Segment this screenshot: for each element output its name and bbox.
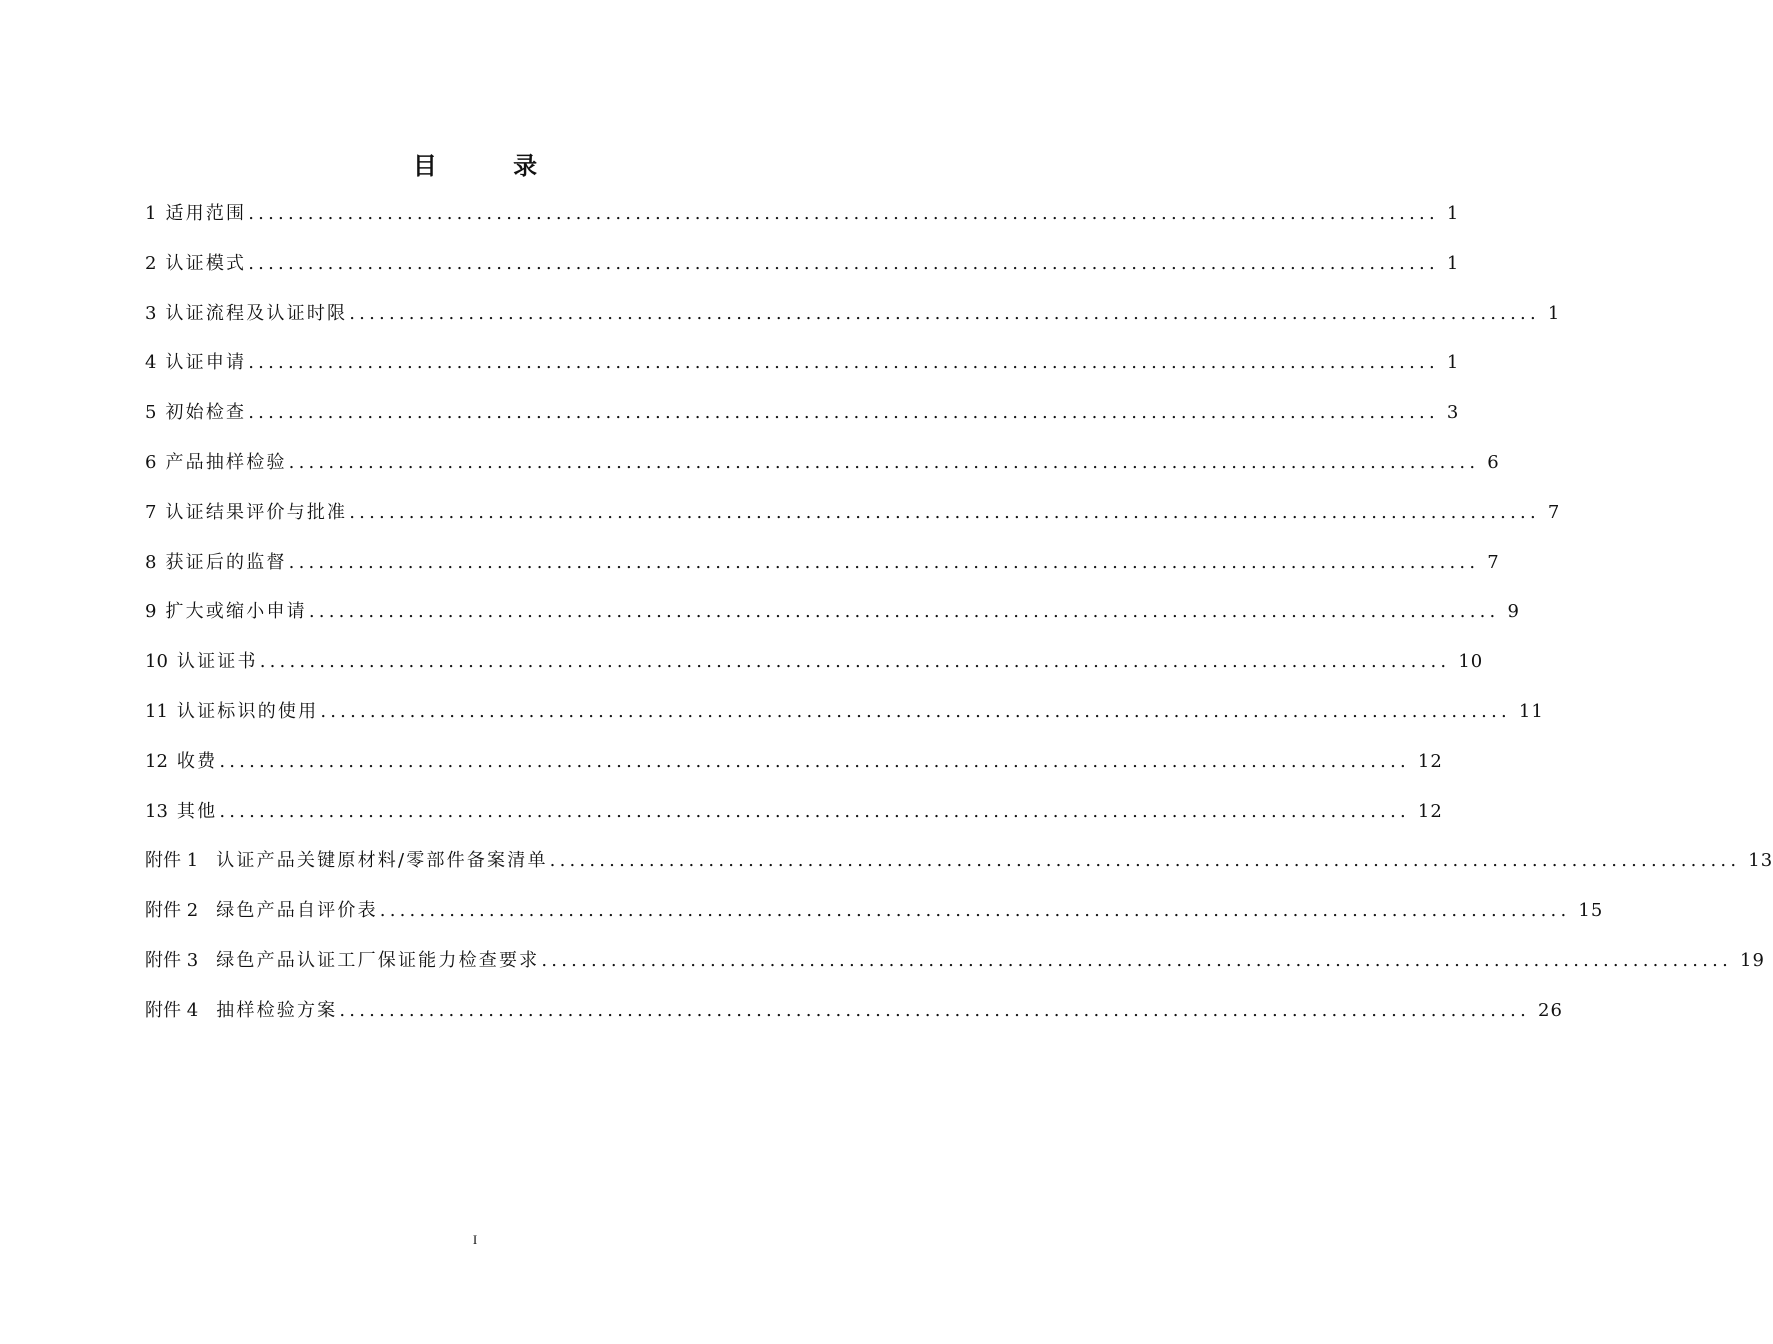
toc-entry-title: 抽样检验方案 — [216, 999, 338, 1021]
toc-entry-number: 13 — [145, 800, 168, 822]
toc-entry-title: 初始检查 — [165, 402, 247, 424]
toc-entry[interactable] — [145, 198, 1460, 248]
toc-entry[interactable] — [145, 497, 1561, 547]
toc-entry-label — [145, 397, 246, 429]
toc-entry-page: 19 — [1740, 949, 1765, 971]
toc-entry-label — [145, 696, 318, 728]
toc-entry-number: 1 — [145, 203, 157, 224]
toc-entry-label — [145, 845, 548, 877]
toc-entry[interactable] — [145, 248, 1460, 298]
toc-entry-number: 9 — [145, 601, 157, 623]
toc-entry-page: 7 — [1547, 501, 1561, 523]
toc-entry-label — [145, 646, 258, 678]
toc-entry-title: 产品抽样检验 — [165, 451, 287, 473]
toc-entry-title: 绿色产品认证工厂保证能力检查要求 — [216, 949, 540, 971]
page-number: I — [472, 1232, 478, 1247]
toc-entry-label — [145, 895, 378, 927]
toc-entry-number: 3 — [145, 302, 157, 324]
toc-leader-dots: ........................................................................................................................ — [320, 700, 1511, 722]
toc-entry-label — [145, 198, 246, 230]
toc-entry[interactable] — [145, 596, 1520, 646]
toc-entry-title: 认证结果评价与批准 — [165, 501, 348, 523]
toc-entry-title: 扩大或缩小申请 — [165, 601, 307, 623]
toc-entry-number: 4 — [145, 352, 157, 374]
toc-leader-dots: ........................................................................................................................ — [308, 601, 1500, 623]
toc-entry[interactable] — [145, 447, 1500, 497]
toc-entry-page: 1 — [1547, 302, 1561, 324]
toc-leader-dots: ........................................................................................................................ — [541, 949, 1732, 971]
toc-entry-number: 附件 2 — [145, 900, 199, 922]
toc-entry[interactable] — [145, 646, 1484, 696]
toc-entry-label — [145, 746, 217, 778]
toc-entry-page: 12 — [1417, 800, 1443, 822]
toc-appendix-entry[interactable] — [145, 945, 1765, 995]
page-title: 目 录 — [412, 152, 572, 180]
toc-leader-dots: ........................................................................................................................ — [248, 402, 1439, 424]
toc-entry-number: 6 — [145, 451, 157, 473]
toc-leader-dots: ........................................................................................................................ — [259, 651, 1451, 673]
toc-leader-dots: ........................................................................................................................ — [248, 352, 1439, 374]
toc-entry-label — [145, 796, 217, 828]
toc-entry-number: 附件 1 — [145, 850, 199, 872]
toc-entry-page: 1 — [1446, 352, 1460, 374]
toc-leader-dots: ........................................................................................................................ — [219, 800, 1410, 822]
toc-appendix-entry[interactable] — [145, 845, 1773, 895]
toc-entry-title: 认证标识的使用 — [176, 700, 319, 722]
toc-leader-dots: ........................................................................................................................ — [339, 999, 1530, 1021]
toc-leader-dots: ........................................................................................................................ — [219, 750, 1410, 772]
toc-entry-label — [145, 447, 287, 479]
toc-leader-dots: ........................................................................................................................ — [349, 302, 1540, 324]
toc-entry-label — [145, 995, 337, 1027]
toc-entry[interactable] — [145, 347, 1460, 397]
toc-entry[interactable] — [145, 696, 1544, 746]
toc-entry-title: 认证申请 — [165, 352, 247, 374]
toc-entry-title: 认证模式 — [165, 252, 247, 274]
toc-entry-page: 13 — [1748, 850, 1773, 872]
toc-entry-number: 8 — [145, 551, 157, 573]
toc-entry-label — [145, 547, 287, 579]
toc-entry-title: 获证后的监督 — [165, 551, 287, 573]
toc-entry-page: 10 — [1458, 651, 1484, 673]
toc-entry-page: 1 — [1446, 252, 1460, 274]
toc-leader-dots: ........................................................................................................................ — [349, 501, 1540, 523]
toc-entry-title: 认证证书 — [176, 651, 258, 673]
toc-entry-page: 9 — [1507, 601, 1520, 623]
toc-entry-number: 11 — [145, 700, 168, 722]
toc-leader-dots: ........................................................................................................................ — [379, 900, 1571, 922]
toc-entry-number: 10 — [145, 651, 168, 673]
toc-entry-label — [145, 248, 246, 280]
toc-entry-title: 认证流程及认证时限 — [165, 302, 348, 324]
toc-entry-number: 7 — [145, 501, 157, 523]
toc-leader-dots: ........................................................................................................................ — [288, 451, 1480, 473]
toc-entry-page: 26 — [1538, 999, 1563, 1021]
toc-leader-dots: ........................................................................................................................ — [248, 252, 1439, 274]
toc-entry[interactable] — [145, 397, 1460, 447]
toc-entry-number: 12 — [145, 750, 168, 772]
toc-entry-page: 1 — [1446, 203, 1460, 224]
toc-entry[interactable] — [145, 547, 1500, 597]
toc-entry-title: 适用范围 — [165, 203, 247, 224]
toc-entry-number: 附件 3 — [145, 949, 199, 971]
toc-entry-page: 11 — [1518, 700, 1544, 722]
toc-entry-label — [145, 497, 347, 529]
toc-entry[interactable] — [145, 796, 1443, 846]
toc-entry-number: 5 — [145, 402, 157, 424]
toc-appendix-entry[interactable] — [145, 995, 1563, 1045]
toc-entry-label — [145, 945, 539, 977]
toc-entry-title: 收费 — [176, 750, 218, 772]
toc-leader-dots: ........................................................................................................................ — [549, 850, 1741, 872]
toc-entry[interactable] — [145, 746, 1443, 796]
toc-entry[interactable] — [145, 298, 1561, 348]
toc-leader-dots: ........................................................................................................................ — [288, 551, 1480, 573]
toc-entry-label — [145, 596, 307, 628]
toc-entry-title: 其他 — [176, 800, 218, 822]
toc-entry-page: 7 — [1487, 551, 1500, 573]
toc-entry-page: 12 — [1417, 750, 1443, 772]
toc-entry-label — [145, 298, 347, 330]
toc-entry-number: 2 — [145, 252, 157, 274]
toc-entry-page: 6 — [1487, 451, 1500, 473]
toc-entry-title: 认证产品关键原材料/零部件备案清单 — [216, 850, 548, 872]
toc-entry-label — [145, 347, 246, 379]
toc-entry-title: 绿色产品自评价表 — [216, 900, 378, 922]
toc-entry-number: 附件 4 — [145, 999, 199, 1021]
toc-entry-page: 3 — [1446, 402, 1460, 424]
table-of-contents — [145, 198, 1773, 1045]
toc-entry-page: 15 — [1578, 900, 1604, 922]
toc-leader-dots: ........................................................................................................................ — [248, 203, 1439, 224]
toc-appendix-entry[interactable] — [145, 895, 1604, 945]
